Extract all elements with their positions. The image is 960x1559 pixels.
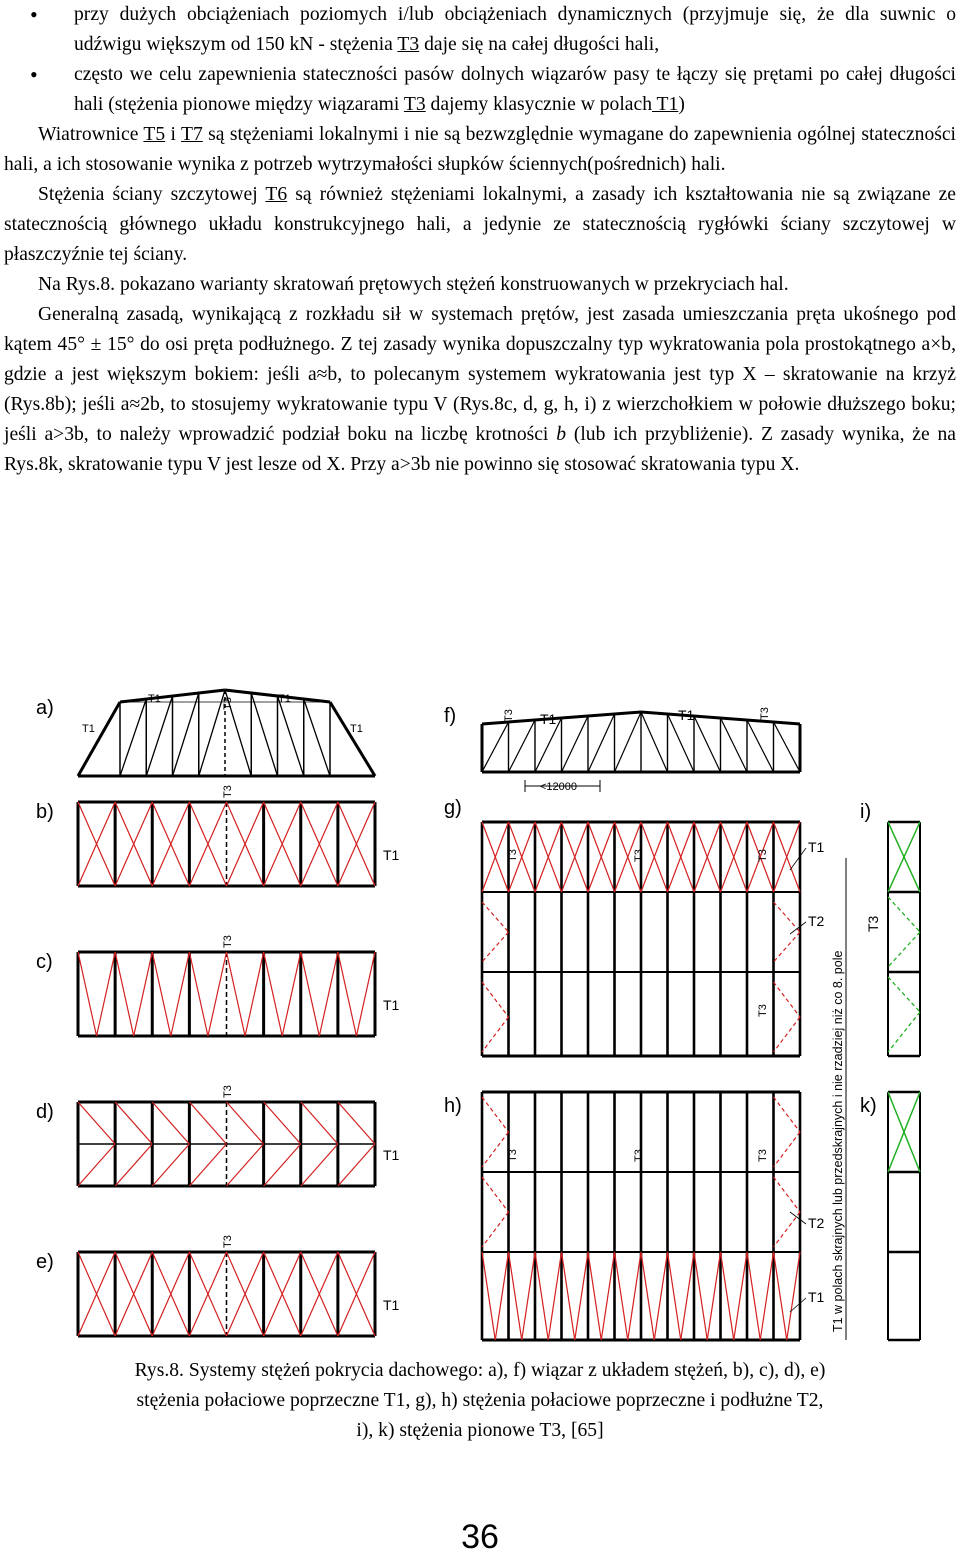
label-t1: T1 (540, 711, 557, 727)
diagonal-member (304, 699, 330, 776)
page-number: 36 (461, 1518, 499, 1556)
bracing-dashed (774, 1097, 801, 1132)
bracing-dashed (482, 1097, 509, 1132)
diagonal-member (278, 696, 304, 776)
bracing-dashed (888, 977, 920, 1012)
bracing-diagonal (115, 1144, 152, 1186)
panel-label: h) (444, 1095, 462, 1117)
bracing-dashed (482, 902, 509, 932)
label-t1: T1 (383, 1297, 400, 1313)
bracing-v (734, 1252, 747, 1340)
bracing-v (681, 1252, 694, 1340)
panel-label: d) (36, 1101, 54, 1123)
bracing-v (227, 952, 246, 1036)
bracing-v (774, 1252, 787, 1340)
paragraph-wiatrownice: Wiatrownice T5 i T7 są stężeniami lokalnymi i nie są bezwzględnie wymagane do zapewnienia ogólnej stateczności hali, a ich stosowanie wynika z potrzeb wytrzymałości słupków ściennych(pośrednich) hali. (4, 124, 957, 175)
figure-caption (20, 1356, 940, 1446)
panel-label: g) (444, 797, 462, 819)
bracing-v (171, 952, 190, 1036)
bracing-dashed (774, 1132, 801, 1167)
bracing-dashed (774, 1017, 801, 1052)
bracing-diagonal (189, 1144, 226, 1186)
bracing-dashed (774, 982, 801, 1017)
bracing-dashed (482, 1017, 509, 1052)
bracing-v (301, 952, 320, 1036)
bracing-v (668, 1252, 681, 1340)
bracing-dashed (888, 932, 920, 967)
bracing-v (509, 1252, 522, 1340)
label-t1: T1 (82, 723, 95, 735)
bracing-figure (20, 672, 940, 1352)
bracing-v (152, 952, 171, 1036)
bracing-diagonal (78, 1144, 115, 1186)
diagonal-member (146, 696, 172, 776)
label-t1: T1 (148, 693, 161, 705)
diagonal-member (562, 716, 589, 772)
bracing-dashed (482, 982, 509, 1017)
label-t3: T3 (222, 785, 234, 798)
bracing-dashed (482, 1212, 509, 1247)
caption-line: stężenia połaciowe poprzeczne T1, g), h) stężenia połaciowe poprzeczne i podłużne T2, (136, 1390, 824, 1411)
label-t1: T1 (808, 839, 825, 855)
label-t3: T3 (222, 1085, 234, 1098)
diagonal-member (588, 714, 615, 772)
bracing-v (694, 1252, 707, 1340)
bracing-v (707, 1252, 720, 1340)
bracing-v (338, 952, 357, 1036)
label-t3: T3 (757, 1004, 769, 1017)
bracing-v (97, 952, 116, 1036)
bracing-v (601, 1252, 614, 1340)
label-t3: T3 (757, 1149, 769, 1162)
diagonal-member (774, 722, 801, 772)
leader-line (790, 848, 806, 870)
bracing-diagonal (338, 1102, 375, 1144)
end-diagonal (78, 702, 120, 776)
label-t3: T3 (222, 1235, 234, 1248)
bracing-diagonal (264, 1102, 301, 1144)
bracing-dashed (482, 1132, 509, 1167)
caption-line: i), k) stężenia pionowe T3, [65] (356, 1420, 604, 1441)
bracing-diagonal (152, 1102, 189, 1144)
diagonal-member (747, 720, 774, 772)
paragraph-zasada: Generalną zasadą, wynikającą z rozkładu sił w systemach prętów, jest zasada umieszczania pręta ukośnego pod kątem 45° ± 15° do osi pręta podłużnego. Z tej zasady wynika dopuszczalny typ wykratowania pola prostokątnego a×b, gdzie a jest większym bokiem: jeśli a≈b, to polecanym systemem wykratowania jest typ X – skratowanie na krzyż (Rys.8b); jeśli a≈2b, to stosujemy wykratowanie typu V (Rys.8c, d, g, h, i) z wierzchołkiem w połowie dłuższego boku; jeśli a>3b, to należy wprowadzić podział boku na liczbę krotności b (lub ich przybliżenie). Z zasady wynika, że na Rys.8k, skratowanie typu V jest lesze od X. Przy a>3b nie powinno się stosować skratowania typu X. (4, 304, 957, 475)
label-t1: T1 (350, 723, 363, 735)
body-text (0, 0, 960, 480)
bracing-v (588, 1252, 601, 1340)
label-t1: T1 (383, 1147, 400, 1163)
bracing-v (78, 952, 97, 1036)
panel-a-truss (78, 690, 375, 776)
bracing-diagonal (189, 1102, 226, 1144)
diagonal-member (251, 693, 277, 776)
bracing-v (654, 1252, 667, 1340)
paragraph-sciana-szczytowa: Stężenia ściany szczytowej T6 są również stężeniami lokalnymi, a zasady ich kształtowania nie są związane ze statecznością głównego układu konstrukcyjnego hali, a jedynie ze statecznością rygłówki ściany szczytowej w płaszczyźnie tej ściany. (4, 184, 956, 265)
diagonal-member (173, 693, 199, 776)
label-t3: T3 (507, 849, 519, 862)
panel-label: i) (860, 801, 872, 823)
label-t3: T3 (633, 849, 645, 862)
panel-label: c) (36, 951, 53, 973)
bracing-v (615, 1252, 628, 1340)
bracing-v (189, 952, 208, 1036)
end-diagonal (330, 702, 375, 776)
bracing-v (319, 952, 338, 1036)
bracing-v (760, 1252, 773, 1340)
label-t3: T3 (759, 707, 771, 720)
bracing-v (522, 1252, 535, 1340)
bracing-dashed (774, 932, 801, 962)
panels-i-k-vertical (888, 822, 920, 1340)
bracing-v (495, 1252, 508, 1340)
label-t1: T1 (383, 847, 400, 863)
panel-label: e) (36, 1251, 54, 1273)
caption-line: Rys.8. Systemy stężeń pokrycia dachowego: a), f) wiązar z układem stężeń, b), c), d), e) (134, 1360, 826, 1381)
panel-f-truss (482, 707, 800, 793)
bracing-v (245, 952, 264, 1036)
label-t3: T3 (633, 1149, 645, 1162)
bracing-diagonal (115, 1102, 152, 1144)
panels-b-to-e (78, 785, 400, 1336)
diagonal-member (721, 718, 748, 772)
bracing-diagonal (264, 1144, 301, 1186)
bracing-diagonal (78, 1102, 115, 1144)
diagonal-member (482, 722, 509, 772)
panel-label: k) (860, 1095, 877, 1117)
bracing-v (535, 1252, 548, 1340)
diagonal-member (120, 699, 146, 776)
bracing-diagonal (338, 1144, 375, 1186)
vertical-note: T1 w polach skrajnych lub przedskrajnych i nie rzadziej niż co 8. pole (831, 950, 845, 1332)
panel-label: a) (36, 697, 54, 719)
bracing-diagonal (227, 1144, 264, 1186)
label-t3: T3 (222, 697, 234, 710)
bracing-v (721, 1252, 734, 1340)
label-t3: T3 (503, 709, 515, 722)
bracing-v (562, 1252, 575, 1340)
label-t3: T3 (222, 935, 234, 948)
bracing-v (134, 952, 153, 1036)
diagonal-member (615, 712, 642, 772)
bracing-diagonal (152, 1144, 189, 1186)
bracing-v (548, 1252, 561, 1340)
label-t1: T1 (383, 997, 400, 1013)
bracing-v (264, 952, 283, 1036)
bracing-dashed (888, 897, 920, 932)
panel-label: b) (36, 801, 54, 823)
bracing-v (575, 1252, 588, 1340)
label-t3: T3 (757, 849, 769, 862)
bracing-dashed (888, 1012, 920, 1052)
bracing-dashed (482, 1177, 509, 1212)
bracing-diagonal (301, 1102, 338, 1144)
bracing-dashed (774, 902, 801, 932)
bracing-v (115, 952, 134, 1036)
panels-g-h-plan (482, 822, 881, 1340)
label-t1: T1 (808, 1289, 825, 1305)
bracing-v (747, 1252, 760, 1340)
bracing-v (641, 1252, 654, 1340)
bracing-v (208, 952, 227, 1036)
label-t3: T3 (507, 1149, 519, 1162)
diagonal-member (509, 720, 536, 772)
diagonal-member (641, 712, 668, 772)
bracing-v (482, 1252, 495, 1340)
bracing-dashed (482, 932, 509, 962)
bracing-dashed (774, 1212, 801, 1247)
label-t2: T2 (808, 1215, 825, 1231)
panel-label: f) (444, 705, 457, 727)
bracing-diagonal (227, 1102, 264, 1144)
diagonal-member (694, 716, 721, 772)
label-t3: T3 (865, 915, 881, 932)
dimension-label: <12000 (540, 781, 578, 793)
bullet-item: • przy dużych obciążeniach poziomych i/lub obciążeniach dynamicznych (przyjmuje się, że dla suwnic o udźwigu większym od 150 kN - stężenia T3 daje się na całej długości hali, (0, 0, 960, 60)
bracing-dashed (774, 1177, 801, 1212)
bullet-item: • często we celu zapewnienia stateczności pasów dolnych wiązarów pasy te łączy się prętami po całej długości hali (stężenia pionowe między wiązarami T3 dajemy klasycznie w polach T1) (0, 60, 960, 120)
bracing-v (282, 952, 301, 1036)
bracing-v (787, 1252, 800, 1340)
bracing-v (628, 1252, 641, 1340)
bracing-diagonal (301, 1144, 338, 1186)
paragraph-rys8: Na Rys.8. pokazano warianty skratowań prętowych stężeń konstruowanych w przekryciach hal. (38, 274, 789, 295)
label-t2: T2 (808, 913, 825, 929)
label-t1: T1 (678, 707, 695, 723)
label-t1: T1 (278, 693, 291, 705)
bracing-v (356, 952, 375, 1036)
